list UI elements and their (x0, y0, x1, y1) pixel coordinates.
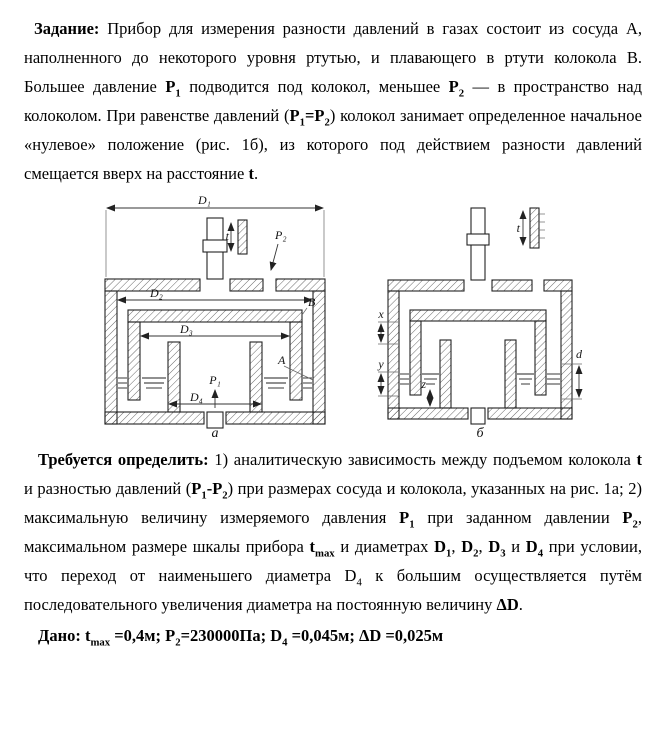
fig-a-vessel-flange (105, 279, 325, 291)
fig-b-dim-z (420, 377, 430, 406)
fig-b-bell (410, 310, 546, 395)
fig-a-dim-D3 (141, 322, 289, 336)
question-paragraph: Требуется определить: 1) аналитическую зависимость между подъемом колокола t и разностью давлений $(P_1-P_2)$ при размерах сосуда и колокола, указанных на рис. 1а; 2) максимальную величину измеряемого давления $P_1$ при заданном давлении $P_2$, максимальном размере шкалы прибора $t_{max}$ и диаметрах $D_1$, $D_2$, $D_3$ и $D_4$ при условии, что переход от наименьшего диаметра $D_4$ к большим осуществляется путём последовательного увеличения диаметра на постоянную величину ΔD. (24, 450, 643, 614)
given-data-line: Дано: $t_{max} =0,4м$; $P_2=230000Па$; $D_4 =0,045м$; ΔD =0,025м (38, 626, 444, 649)
fig-b-label-x: x (378, 307, 384, 321)
fig-b-label-t: t (516, 221, 520, 235)
figure-a-drawing (80, 194, 352, 439)
fig-a-label-P2: P₂ (275, 228, 287, 242)
fig-a-label-D2: D₂ (150, 286, 163, 300)
fig-b-caption: б (476, 426, 484, 439)
fig-a-label-t: t (225, 229, 229, 243)
fig-b-dim-t (517, 208, 545, 248)
fig-a-label-B: B (308, 295, 316, 309)
fig-a-label-D4: D₄ (190, 390, 203, 404)
fig-a-label-P1: P₁ (209, 373, 221, 387)
fig-a-p2-inlet (271, 228, 287, 270)
fig-a-label-A: A (278, 353, 286, 367)
figure-row (24, 194, 642, 439)
fig-b-label-y: y (378, 357, 384, 371)
fig-a-label-D3: D₃ (180, 322, 193, 336)
fig-b-label-z: z (421, 377, 426, 391)
figure-b-drawing (374, 194, 586, 439)
task-paragraph: Задание: Прибор для измерения разности давлений в газах состоит из сосуда А, наполненного до некоторого уровня ртутью, и плавающего в ртути колокола В. Большее давление $P_1$ подводится под колокол, меньшее $P_2$ — в пространство над колоколом. При равенстве давлений $(P_1=P_2)$ колокол занимает определенное начальное «нулевое» положение (рис. 1б), из которого под действием разности давлений смещается вверх на расстояние t. (24, 19, 643, 183)
fig-a-label-D1: D₁ (198, 194, 211, 207)
fig-a-p1-chamber (208, 373, 221, 408)
fig-b-vessel-flange (388, 280, 572, 291)
fig-a-caption: а (211, 426, 219, 439)
fig-b-pedestal (440, 340, 516, 408)
fig-b-label-d: d (576, 347, 582, 361)
fig-a-dim-t (226, 220, 247, 254)
fig-a-bell (128, 295, 316, 400)
